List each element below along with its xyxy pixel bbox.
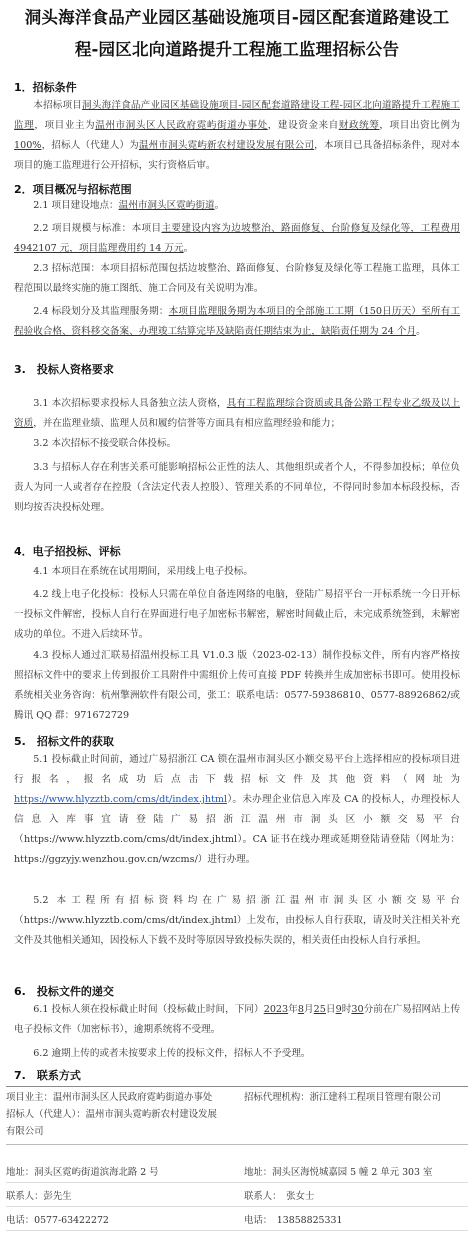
section-5-heading: 5. 招标文件的获取 (14, 735, 114, 748)
page-title-line-2: 程-园区北向道路提升工程施工监理招标公告 (74, 40, 400, 59)
section-6-heading: 6. 投标文件的递交 (14, 985, 114, 998)
section-1-heading: 1．招标条件 (14, 81, 77, 94)
section-2-1: 2.1 项目建设地点：温州市洞头区霓屿街道。 (33, 200, 225, 211)
divider (6, 1206, 468, 1207)
divider (6, 1086, 468, 1087)
page-title-line-1: 洞头海洋食品产业园区基础设施项目-园区配套道路建设工 (24, 8, 450, 27)
section-3-heading: 3. 投标人资格要求 (14, 363, 114, 376)
section-6-2: 6.2 逾期上传的或者未按要求上传的投标文件，招标人不予受理。 (33, 1048, 311, 1059)
divider (6, 1144, 468, 1145)
divider (6, 1230, 468, 1231)
section-7-heading: 7. 联系方式 (14, 1069, 81, 1082)
owner-address: 地址：洞头区霓屿街道滨海北路 2 号 (6, 1167, 159, 1178)
tender-docs-link[interactable]: https://www.hlyzztb.com/cms/dt/index.jhtml (14, 794, 228, 805)
owner-phone: 电话：0577-63422272 (6, 1215, 109, 1226)
owner-agent-line-1: 招标人（代建人）：温州市洞头霓屿新农村建设发展 (6, 1109, 217, 1120)
section-6-1: 6.1 投标人须在投标截止时间（投标截止时间，下同）2023年8月25日9时30分前在广易招网站上传电子投标文件（加密标书），逾期系统将不受理。 (14, 1004, 461, 1035)
section-2-3: 2.3 招标范围：本项目招标范围包括边坡整治、路面修复、台阶修复及绿化等工程施工监理，具体工程范围以最终实施的施工图纸、施工合同及有关说明为准。 (14, 263, 460, 294)
divider (6, 1182, 468, 1183)
owner-label: 项目业主：温州市洞头区人民政府霓屿街道办事处 (6, 1092, 213, 1103)
section-4-heading: 4．电子招投标、评标 (14, 545, 121, 558)
owner-contact: 联系人：彭先生 (6, 1191, 72, 1202)
agency-contact: 联系人： 张女士 (244, 1191, 315, 1202)
section-2-2: 2.2 项目规模与标准：本项目主要建设内容为边坡整治、路面修复、台阶修复及绿化等，工程费用 4942107 元，项目监理费用约 14 万元。 (14, 223, 461, 254)
section-4-3: 4.3 投标人通过汇联易招温州投标工具 V1.0.3 版（2023-02-13）制作投标文件，所有内容严格按照招标文件中的要求上传到报价工具附件中需组价上传可直接 PDF 转换并生成加密标书即可。使用投标系统相关业务咨询：杭州擎洲软件有限公司，张工：联系电话：0577-59386810、0577-88926862/或腾讯 QQ 群：971672729 (14, 650, 460, 721)
section-3-2: 3.2 本次招标不接受联合体投标。 (33, 438, 177, 449)
section-2-4: 2.4 标段划分及其监理服务期：本项目监理服务期为本项目的全部施工工期（150日历天）至所有工程验收合格、资料移交备案、办理竣工结算完毕及缺陷责任期结束为止，缺陷责任期为 24 个月。 (14, 306, 461, 337)
section-5-1: 5.1 投标截止时间前，通过广易招浙江 CA 锁在温州市洞头区小额交易平台上选择相应的投标项目进行报名，报名成功后点击下载招标文件及其他资料（网址为https://www.hlyzztb.com/cms/dt/index.jhtml）。未办理企业信息入库及 CA 的投标人，办理投标人信息入库事宜请登陆广易招浙江温州市洞头区小额交易平台（https://www.hlyzztb.com/cms/dt/index.jhtml）。CA 证书在线办理或延期登陆请登陆（网址为：https://ggzyjy.wenzhou.gov.cn/wzcms/）进行办理。 (14, 754, 460, 865)
section-2-heading: 2．项目概况与招标范围 (14, 183, 132, 196)
section-3-1: 3.1 本次招标要求投标人具备独立法人资格，具有工程监理综合资质或具备公路工程专业乙级及以上资质，并在监理业绩、监理人员和履约信誉等方面具有相应监理经验和能力； (14, 398, 460, 429)
owner-agent-line-2: 有限公司 (6, 1126, 44, 1137)
agency-phone: 电话： 13858825331 (244, 1215, 343, 1226)
section-3-3: 3.3 与招标人存在利害关系可能影响招标公正性的法人、其他组织或者个人，不得参加投标；单位负责人为同一人或者存在控股（含法定代表人控股）、管理关系的不同单位，不得同时参加本标段投标，否则均按否决投标处理。 (14, 462, 460, 513)
section-4-1: 4.1 本项目在系统在试用期间，采用线上电子投标。 (33, 566, 253, 577)
agency-address: 地址：洞头区海悦城嘉园 5 幢 2 单元 303 室 (244, 1167, 433, 1178)
section-1-paragraph: 本招标项目洞头海洋食品产业园区基础设施项目-园区配套道路建设工程-园区北向道路提升工程施工监理，项目业主为温州市洞头区人民政府霓屿街道办事处，建设资金来自财政统筹，项目出资比例为100%，招标人（代建人）为温州市洞头霓屿新农村建设发展有限公司，本项目已具备招标条件，现对本项目的施工监理进行公开招标，实行资格后审。 (14, 100, 461, 171)
section-4-2: 4.2 线上电子化投标：投标人只需在单位自备连网络的电脑，登陆广易招平台一开标系统一今日开标一投标文件解密，投标人自行在界面进行电子加密标书解密，解密时间截止后，未完成系统签到，未解密成功的单位。不进入后续环节。 (14, 589, 460, 640)
agency-label: 招标代理机构：浙江建科工程项目管理有限公司 (244, 1092, 441, 1103)
section-5-2: 5.2 本工程所有招标资料均在广易招浙江温州市洞头区小额交易平台（https://www.hlyzztb.com/cms/dt/index.jhtml）上发布，由投标人自行获取，请及时关注相关补充文件及其他相关通知，因投标人下载不及时等原因导致投标失误的，相关责任由投标人自行承担。 (14, 895, 460, 946)
